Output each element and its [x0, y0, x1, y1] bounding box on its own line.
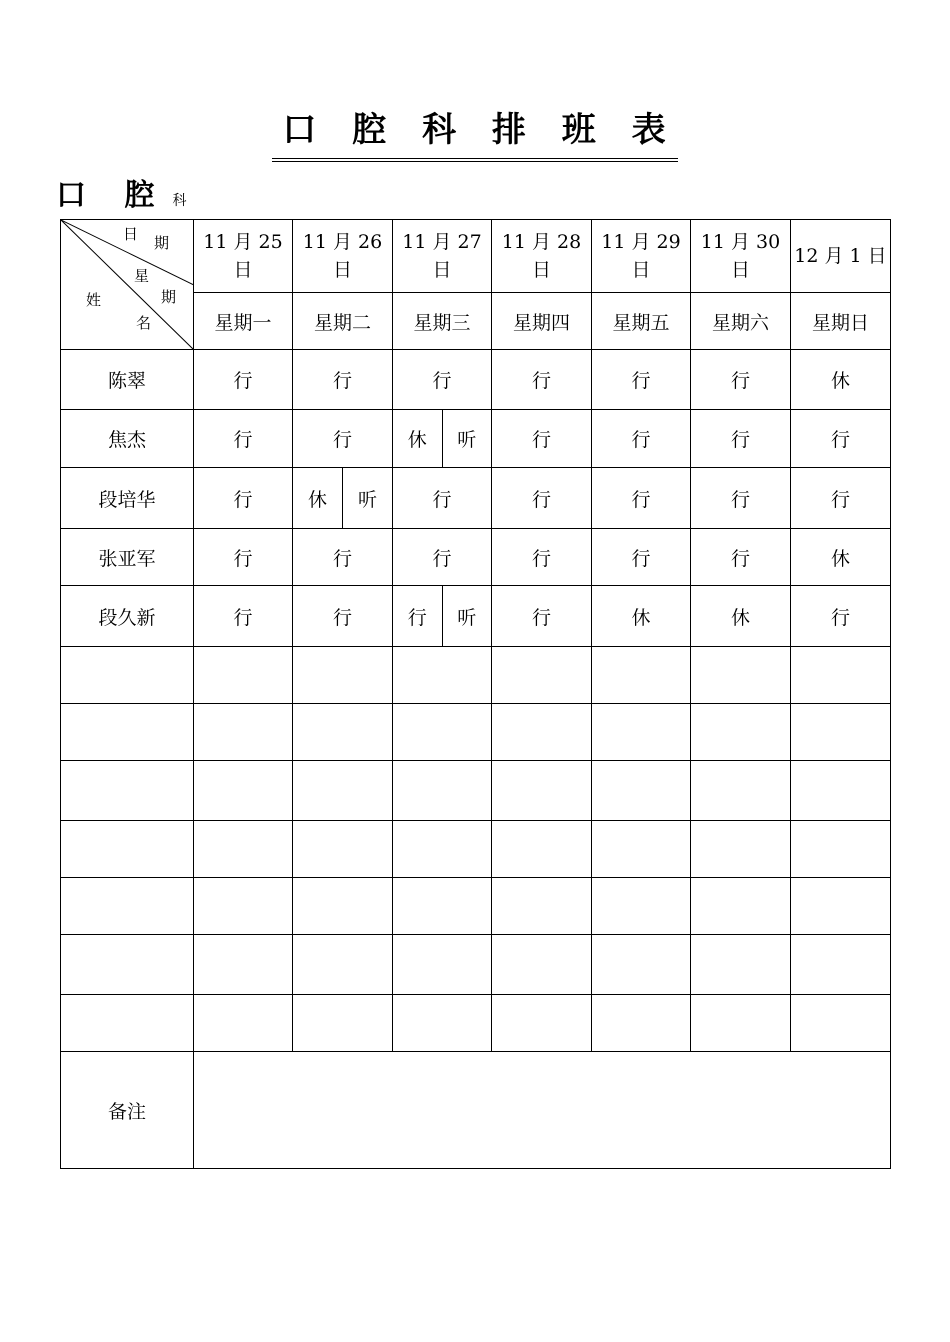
shift-half: 行	[393, 586, 443, 646]
empty-cell	[393, 647, 492, 704]
shift-cell	[393, 586, 492, 647]
empty-cell	[194, 704, 293, 761]
date-header-cell: 12 月 1 日	[791, 220, 891, 293]
empty-cell	[492, 647, 592, 704]
empty-cell	[194, 995, 293, 1052]
empty-cell	[194, 647, 293, 704]
shift-cell: 行	[791, 586, 891, 647]
empty-cell	[791, 647, 891, 704]
weekday-header-cell: 星期五	[592, 293, 691, 350]
empty-cell	[492, 704, 592, 761]
staff-row	[61, 586, 891, 647]
empty-cell	[592, 821, 691, 878]
corner-qi: 期	[154, 234, 170, 252]
empty-cell	[492, 821, 592, 878]
shift-half: 听	[457, 429, 477, 451]
shift-cell: 行	[194, 586, 293, 647]
empty-cell	[293, 704, 393, 761]
shift-cell: 行	[293, 586, 393, 647]
empty-cell	[592, 878, 691, 935]
shift-cell: 休	[592, 586, 691, 647]
corner-xing-name: 姓	[86, 291, 102, 309]
staff-row	[61, 350, 891, 410]
split-shift	[293, 468, 392, 528]
staff-name-cell: 焦杰	[61, 410, 194, 468]
empty-cell	[61, 878, 194, 935]
shift-cell: 休	[791, 529, 891, 586]
corner-xing: 星	[134, 267, 150, 285]
empty-cell	[691, 761, 791, 821]
shift-cell: 行	[691, 410, 791, 468]
date-header-cell: 11 月 28 日	[492, 220, 592, 293]
shift-cell: 休	[791, 350, 891, 410]
corner-ming: 名	[136, 314, 152, 332]
empty-cell	[691, 935, 791, 995]
staff-name-cell: 张亚军	[61, 529, 194, 586]
shift-half: 休	[293, 468, 343, 528]
staff-name-cell: 段久新	[61, 586, 194, 647]
remark-content	[194, 1052, 891, 1169]
empty-cell	[293, 821, 393, 878]
department-suffix: 科	[172, 193, 187, 209]
staff-row	[61, 410, 891, 468]
empty-cell	[691, 647, 791, 704]
empty-cell	[492, 995, 592, 1052]
department-label	[56, 170, 186, 214]
staff-name-cell: 陈翠	[61, 350, 194, 410]
empty-cell	[61, 647, 194, 704]
weekday-header-cell: 星期四	[492, 293, 592, 350]
shift-cell: 行	[791, 410, 891, 468]
empty-cell	[61, 821, 194, 878]
empty-cell	[492, 878, 592, 935]
shift-cell: 行	[492, 586, 592, 647]
shift-cell	[393, 410, 492, 468]
empty-cell	[791, 878, 891, 935]
empty-cell	[61, 761, 194, 821]
empty-cell	[393, 935, 492, 995]
empty-cell	[592, 995, 691, 1052]
title-text: 口 腔 科 排 班 表	[272, 108, 677, 162]
empty-cell	[691, 878, 791, 935]
shift-cell: 行	[293, 350, 393, 410]
shift-cell: 行	[492, 529, 592, 586]
shift-cell: 行	[492, 468, 592, 529]
schedule-table	[60, 219, 891, 1169]
date-header-cell: 11 月 30 日	[691, 220, 791, 293]
empty-row	[61, 821, 891, 878]
empty-cell	[194, 935, 293, 995]
shift-cell: 行	[194, 350, 293, 410]
empty-cell	[293, 935, 393, 995]
split-shift	[393, 410, 491, 467]
staff-name-cell: 段培华	[61, 468, 194, 529]
empty-cell	[293, 995, 393, 1052]
shift-cell: 行	[393, 529, 492, 586]
empty-cell	[194, 821, 293, 878]
shift-cell: 行	[393, 350, 492, 410]
shift-half: 听	[357, 488, 377, 511]
empty-row	[61, 935, 891, 995]
empty-cell	[592, 761, 691, 821]
empty-cell	[791, 995, 891, 1052]
shift-cell: 行	[691, 468, 791, 529]
empty-cell	[393, 761, 492, 821]
empty-row	[61, 647, 891, 704]
corner-header-cell	[61, 220, 194, 350]
shift-cell: 行	[592, 468, 691, 529]
shift-cell: 行	[194, 468, 293, 529]
empty-cell	[393, 704, 492, 761]
empty-cell	[61, 935, 194, 995]
weekday-header-cell: 星期三	[393, 293, 492, 350]
empty-cell	[691, 821, 791, 878]
empty-row	[61, 878, 891, 935]
header-date-row	[61, 220, 891, 293]
empty-cell	[691, 704, 791, 761]
empty-cell	[393, 878, 492, 935]
empty-cell	[194, 761, 293, 821]
empty-cell	[194, 878, 293, 935]
shift-cell: 行	[592, 350, 691, 410]
empty-cell	[791, 821, 891, 878]
empty-cell	[293, 761, 393, 821]
date-header-cell: 11 月 27 日	[393, 220, 492, 293]
shift-cell: 行	[691, 350, 791, 410]
empty-cell	[293, 878, 393, 935]
date-header-cell: 11 月 25 日	[194, 220, 293, 293]
weekday-header-cell: 星期二	[293, 293, 393, 350]
remark-row	[61, 1052, 891, 1169]
weekday-header-cell: 星期日	[791, 293, 891, 350]
shift-half: 休	[393, 410, 443, 467]
shift-cell: 行	[691, 529, 791, 586]
empty-cell	[492, 935, 592, 995]
split-shift	[393, 586, 491, 646]
empty-cell	[691, 995, 791, 1052]
shift-cell: 行	[592, 410, 691, 468]
shift-cell: 行	[293, 529, 393, 586]
staff-row	[61, 529, 891, 586]
shift-half: 听	[457, 606, 477, 629]
empty-row	[61, 704, 891, 761]
empty-cell	[393, 995, 492, 1052]
weekday-header-cell: 星期一	[194, 293, 293, 350]
shift-cell: 行	[592, 529, 691, 586]
date-header-cell: 11 月 26 日	[293, 220, 393, 293]
empty-cell	[592, 647, 691, 704]
date-header-cell: 11 月 29 日	[592, 220, 691, 293]
shift-cell: 行	[791, 468, 891, 529]
shift-cell	[293, 468, 393, 529]
empty-cell	[492, 761, 592, 821]
shift-cell: 行	[293, 410, 393, 468]
empty-cell	[393, 821, 492, 878]
empty-cell	[791, 761, 891, 821]
page-title	[0, 108, 950, 162]
empty-cell	[592, 935, 691, 995]
empty-cell	[61, 995, 194, 1052]
weekday-header-cell: 星期六	[691, 293, 791, 350]
department-name: 口 腔	[56, 178, 169, 213]
shift-cell: 行	[393, 468, 492, 529]
shift-cell: 行	[492, 410, 592, 468]
empty-cell	[791, 704, 891, 761]
empty-cell	[293, 647, 393, 704]
corner-qi-2: 期	[161, 288, 177, 306]
empty-row	[61, 761, 891, 821]
shift-cell: 行	[194, 529, 293, 586]
shift-cell: 休	[691, 586, 791, 647]
shift-cell: 行	[492, 350, 592, 410]
empty-cell	[791, 935, 891, 995]
shift-cell: 行	[194, 410, 293, 468]
empty-cell	[61, 704, 194, 761]
empty-row	[61, 995, 891, 1052]
corner-ri: 日	[123, 225, 139, 243]
staff-row	[61, 468, 891, 529]
empty-cell	[592, 704, 691, 761]
remark-label: 备注	[61, 1052, 194, 1169]
